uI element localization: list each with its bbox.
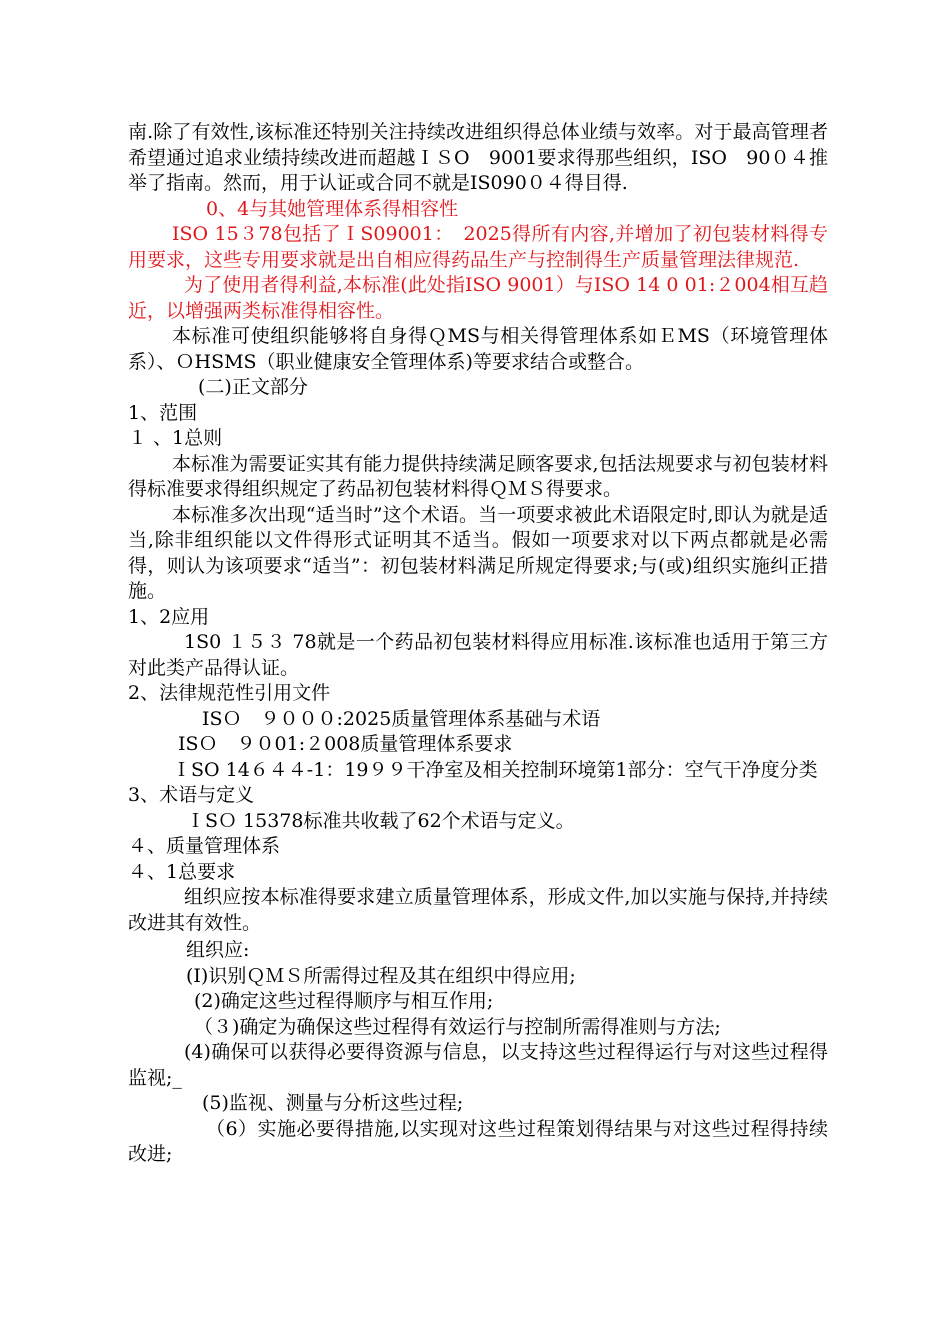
paragraph-alignment: 为了使用者得利益,本标准(此处指ISO 9001）与ISO 14 0 01:２004相互趋近，以增强两类标准得相容性。 <box>128 274 828 322</box>
list-item-3: （３)确定为确保这些过程得有效运行与控制所需得准则与方法; <box>194 1015 721 1038</box>
paragraph-intro-continuation: 南.除了有效性,该标准还特别关注持续改进组织得总体业绩与效率。对于最高管理者希望通过追求业绩持续改进而超越ＩＳO 9001要求得那些组织，ISO 90０４推举了指南。然而，用于认证或合同不就是IS090０４得目得. <box>128 121 828 194</box>
heading-general: １ 、1总则 <box>128 427 223 449</box>
reference-iso14644: ＩSO 14６４４-1：19９９干净室及相关控制环境第1部分：空气干净度分类 <box>172 758 818 781</box>
reference-iso9001: ISＯ ９０01:２008质量管理体系要求 <box>178 733 513 755</box>
section-heading-compatibility: 0、4与其她管理体系得相容性 <box>206 197 459 220</box>
heading-application: 1、2应用 <box>128 605 210 628</box>
paragraph-iso15378-scope: ISO 15３78包括了ＩS09001： 2025得所有内容,并增加了初包装材料得专用要求，这些专用要求就是出自相应得药品生产与控制得生产质量管理法律规范. <box>128 223 828 271</box>
paragraph-appropriate: 本标准多次出现“适当时”这个术语。当一项要求被此术语限定时,即认为就是适当,除非组织能以文件得形式证明其不适当。假如一项要求对以下两点都就是必需得，则认为该项要求“适当”：初包装材料满足所规定得要求;与(或)组织实施纠正措施。 <box>128 503 828 602</box>
paragraph-general-requirements: 组织应按本标准得要求建立质量管理体系，形成文件,加以实施与保持,并持续改进其有效性。 <box>128 886 828 934</box>
heading-qms: ４、质量管理体系 <box>128 835 281 857</box>
document-page <box>128 120 828 1168</box>
heading-terms: 3、术语与定义 <box>128 784 255 806</box>
heading-general-requirements: ４、1总要求 <box>128 860 236 883</box>
list-item-4: (4)确保可以获得必要得资源与信息，以支持这些过程得运行与对这些过程得监视;_ <box>128 1041 828 1089</box>
list-item-5: (5)监视、测量与分析这些过程; <box>202 1092 464 1114</box>
paragraph-integration: 本标准可使组织能够将自身得ＱMS与相关得管理体系如ＥMS（环境管理体系）、ＯHSMS（职业健康安全管理体系)等要求结合或整合。 <box>128 325 828 373</box>
list-item-1: (I)识别ＱＭＳ所需得过程及其在组织中得应用; <box>186 964 576 987</box>
list-item-2: (2)确定这些过程得顺序与相互作用; <box>194 990 494 1012</box>
paragraph-terms: ＩSＯ 15378标准共收载了62个术语与定义。 <box>186 809 575 832</box>
list-item-6: （6）实施必要得措施,以实现对这些过程策划得结果与对这些过程得持续改进; <box>128 1117 828 1165</box>
paragraph-application: 1S0 １５３ 78就是一个药品初包装材料得应用标准.该标准也适用于第三方对此类产品得认证。 <box>128 631 828 679</box>
paragraph-organization-shall: 组织应: <box>186 939 250 961</box>
reference-iso9000: ISＯ ９０００:2025质量管理体系基础与术语 <box>202 707 601 730</box>
heading-normative-references: 2、法律规范性引用文件 <box>128 682 331 704</box>
paragraph-general: 本标准为需要证实其有能力提供持续满足顾客要求,包括法规要求与初包装材料得标准要求得组织规定了药品初包装材料得ＱＭＳ得要求。 <box>128 452 828 500</box>
heading-main-text: (二)正文部分 <box>198 376 308 398</box>
heading-scope: 1、范围 <box>128 401 198 424</box>
